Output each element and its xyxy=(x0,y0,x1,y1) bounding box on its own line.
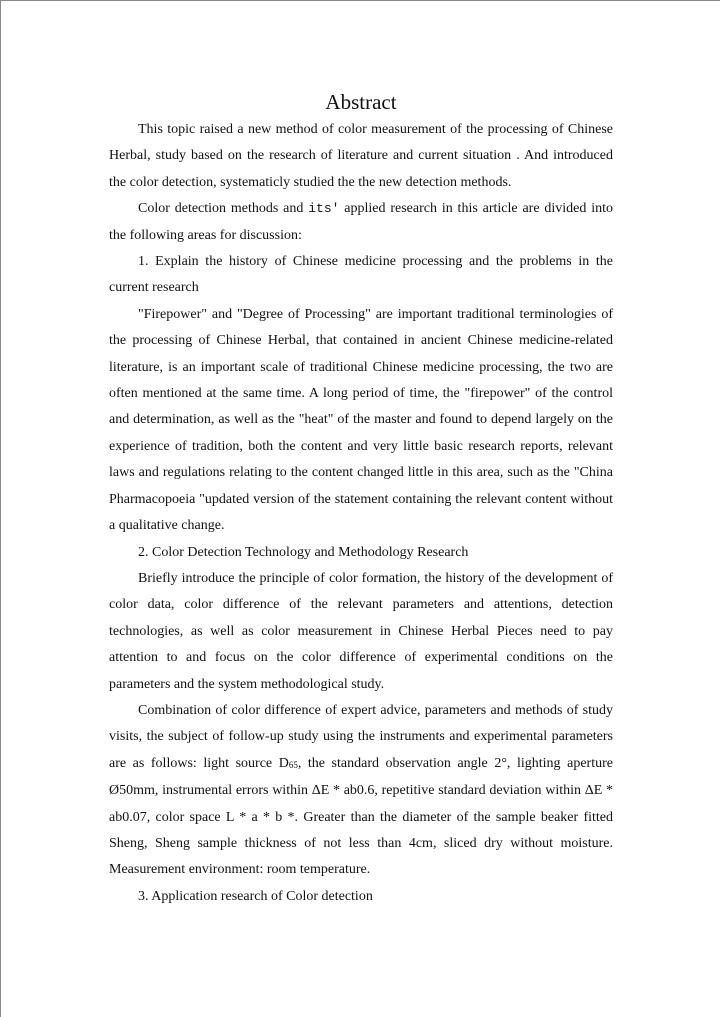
paragraph-color-principle: Briefly introduce the principle of color formation, the history of the development of color data, color difference of the relevant parameters and attentions, detection technologies, as well as color measurement in Chinese Herbal Pieces need to pay attention to and focus on the color difference of experimental conditions on the parameters and the system methodological study. xyxy=(109,570,613,692)
parameters-text-2: , the standard observation angle 2°, lighting aperture Ø50mm, instrumental errors within ΔE * ab0.6, repetitive standard deviation within ΔE * ab0.07, color space L * a * b *. Greater than the diameter of the sample beaker fitted Sheng, Sheng sample thickness of not less than 4cm, sliced dry without moisture. Measurement environment: room temperature. xyxy=(109,755,613,878)
paragraph-intro: This topic raised a new method of color measurement of the processing of Chinese Herbal, study based on the research of literature and current situation . And introduced the color detection, systematicly studied the the new detection methods. xyxy=(109,122,613,190)
paragraph-areas-its: its′ xyxy=(308,201,340,217)
paragraph-item-3-heading: 3. Application research of Color detection xyxy=(138,888,373,904)
abstract-section xyxy=(109,89,613,910)
d65-subscript: 65 xyxy=(288,759,298,770)
abstract-title: Abstract xyxy=(325,90,397,114)
paragraph-firepower: "Firepower" and "Degree of Processing" are important traditional terminologies of the processing of Chinese Herbal, that contained in ancient Chinese medicine-related literature, is an important scale of traditional Chinese medicine processing, the two are often mentioned at the same time. A long period of time, the "firepower" of the control and determination, as well as the "heat" of the master and found to depend largely on the experience of tradition, both the content and very little basic research reports, relevant laws and regulations relating to the content changed little in this area, such as the "China Pharmacopoeia "updated version of the statement containing the relevant content without a qualitative change. xyxy=(109,306,613,534)
paragraph-areas-prefix: Color detection methods and xyxy=(138,201,309,217)
paragraph-areas xyxy=(109,196,613,249)
paragraph-parameters xyxy=(109,698,613,884)
paragraph-areas-suffix: applied research in this article are divided into the following areas for discussion: xyxy=(109,201,613,243)
parameters-text-1: Combination of color difference of expert advice, parameters and methods of study visits, the subject of follow-up study using the instruments and experimental parameters are as follows: light source D xyxy=(109,702,613,771)
paragraph-item-2-heading: 2. Color Detection Technology and Methodology Research xyxy=(138,544,469,560)
paragraph-item-1-heading: 1. Explain the history of Chinese medicine processing and the problems in the current research xyxy=(109,254,613,296)
